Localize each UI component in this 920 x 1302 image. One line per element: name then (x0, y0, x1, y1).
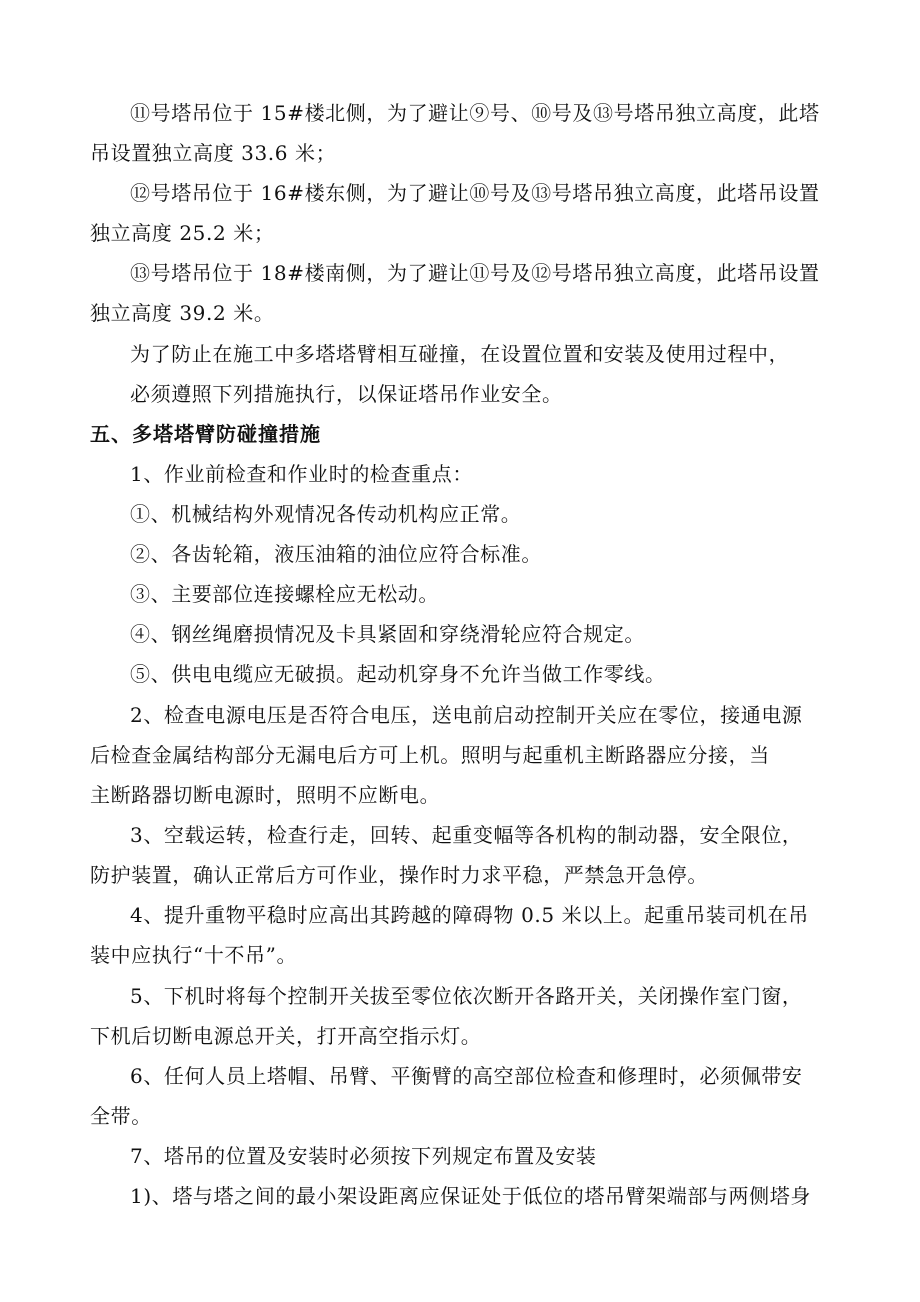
list-item: 主断路器切断电源时，照明不应断电。 (90, 783, 441, 807)
paragraph-line: ⑪号塔吊位于 15#楼北侧，为了避让⑨号、⑩号及⑬号塔吊独立高度，此塔 (130, 101, 820, 125)
list-item: ⑤、供电电缆应无破损。起动机穿身不允许当做工作零线。 (130, 662, 666, 686)
list-item: ③、主要部位连接螺栓应无松动。 (130, 582, 439, 606)
list-item: 3、空载运转，检查行走，回转、起重变幅等各机构的制动器，安全限位， (130, 823, 803, 847)
list-item: 4、提升重物平稳时应高出其跨越的障碍物 0.5 米以上。起重吊装司机在吊 (130, 903, 809, 927)
list-item: 装中应执行“十不吊”。 (90, 943, 298, 967)
paragraph-line: 吊设置独立高度 33.6 米； (90, 141, 337, 165)
paragraph-line: 独立高度 25.2 米； (90, 221, 275, 245)
paragraph-line: ⑫号塔吊位于 16#楼东侧，为了避让⑩号及⑬号塔吊独立高度，此塔吊设置 (130, 181, 820, 205)
list-item: 全带。 (90, 1104, 152, 1128)
paragraph-line: 必须遵照下列措施执行，以保证塔吊作业安全。 (130, 382, 563, 406)
section-heading: 五、多塔塔臂防碰撞措施 (90, 422, 321, 446)
list-item: 6、任何人员上塔帽、吊臂、平衡臂的高空部位检查和修理时，必须佩带安 (130, 1064, 803, 1088)
list-item: ①、机械结构外观情况各传动机构应正常。 (130, 502, 522, 526)
list-item: 7、塔吊的位置及安装时必须按下列规定布置及安装 (130, 1144, 597, 1168)
list-item: 1、作业前检查和作业时的检查重点： (130, 462, 473, 486)
paragraph-line: ⑬号塔吊位于 18#楼南侧，为了避让⑪号及⑫号塔吊独立高度，此塔吊设置 (130, 261, 820, 285)
list-item: ②、各齿轮箱，液压油箱的油位应符合标准。 (130, 542, 542, 566)
paragraph-line: 为了防止在施工中多塔塔臂相互碰撞，在设置位置和安装及使用过程中， (130, 342, 790, 366)
list-item: 5、下机时将每个控制开关拔至零位依次断开各路开关，关闭操作室门窗， (130, 984, 803, 1008)
list-item: ④、钢丝绳磨损情况及卡具紧固和穿绕滑轮应符合规定。 (130, 622, 645, 646)
list-item: 防护装置，确认正常后方可作业，操作时力求平稳，严禁急开急停。 (90, 863, 708, 887)
list-item: 1)、塔与塔之间的最小架设距离应保证处于低位的塔吊臂架端部与两侧塔身 (130, 1184, 811, 1208)
paragraph-line: 独立高度 39.2 米。 (90, 301, 275, 325)
list-item: 下机后切断电源总开关，打开高空指示灯。 (90, 1024, 482, 1048)
list-item: 2、检查电源电压是否符合电压，送电前启动控制开关应在零位，接通电源 (130, 703, 803, 727)
list-item: 后检查金属结构部分无漏电后方可上机。照明与起重机主断路器应分接，当 (90, 743, 770, 767)
